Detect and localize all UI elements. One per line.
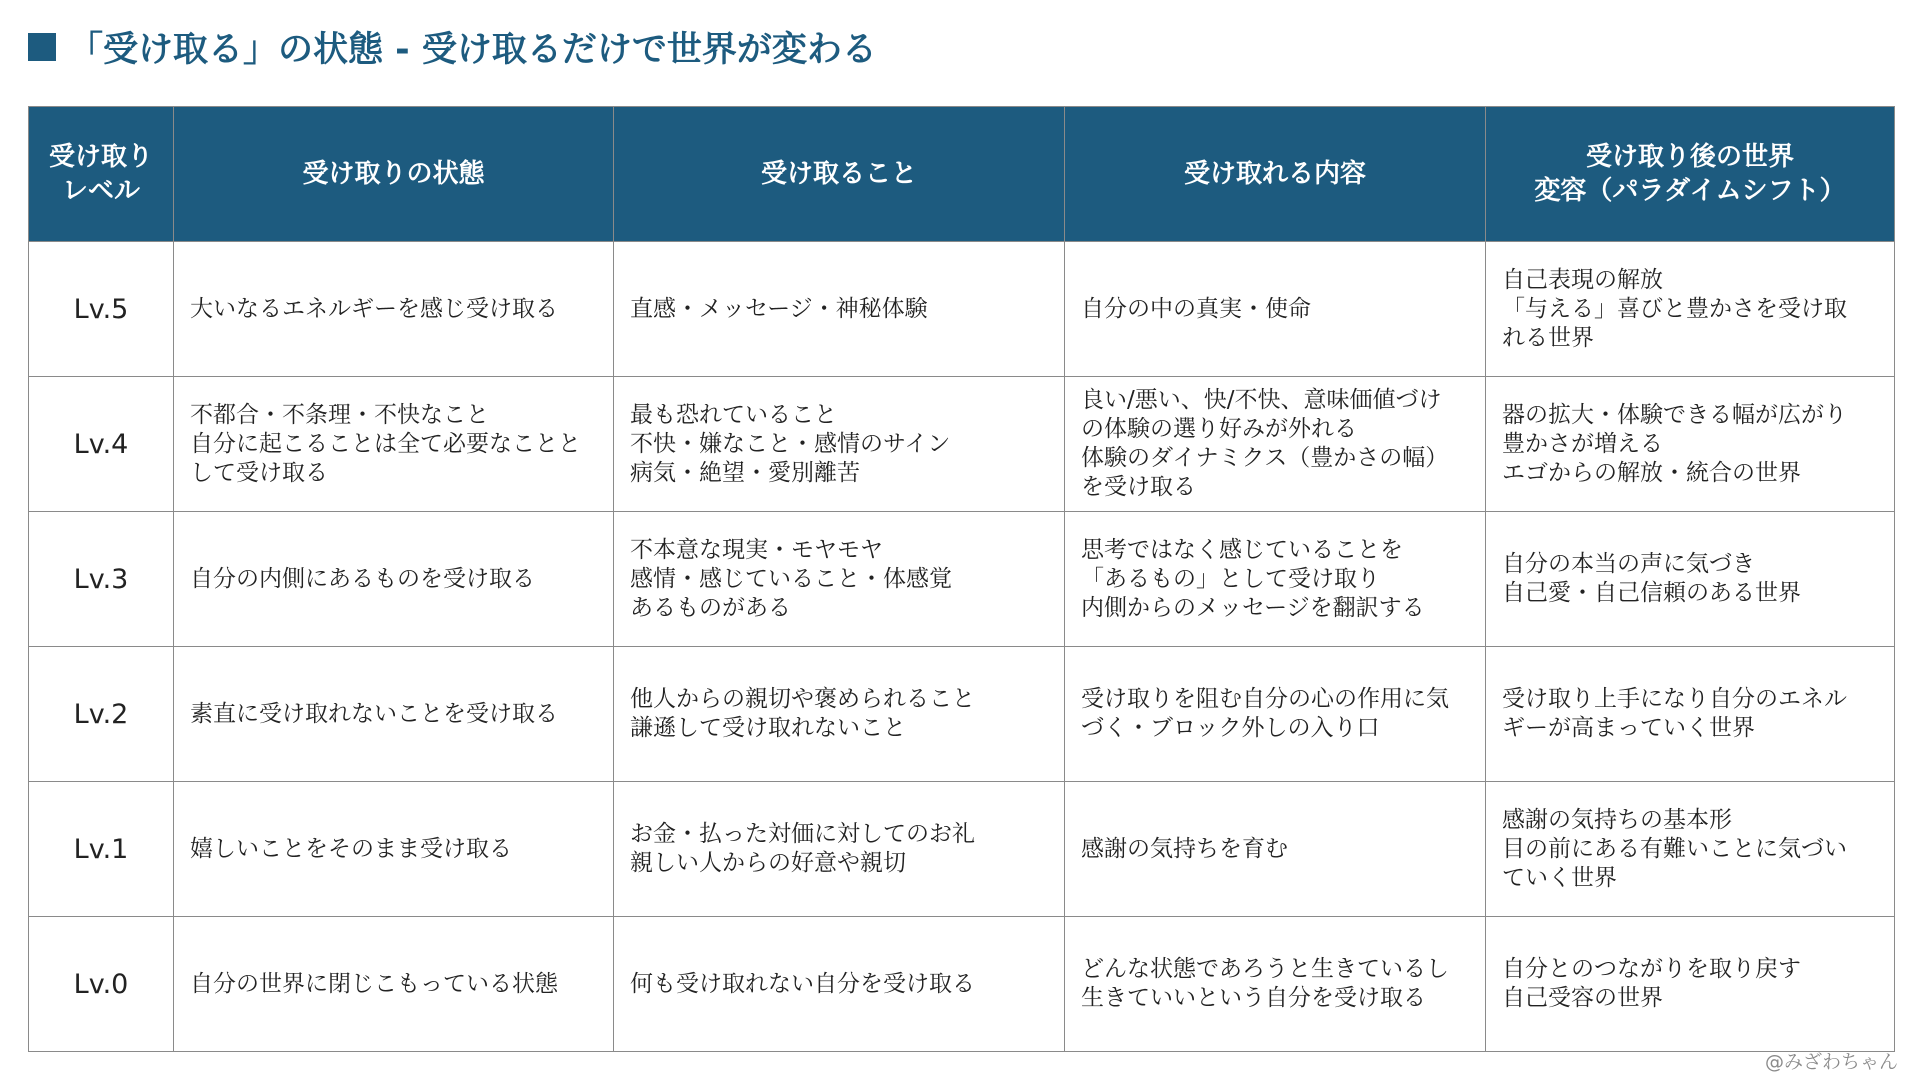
content-cell: 思考ではなく感じていることを 「あるもの」として受け取り 内側からのメッセージを翻訳する: [1065, 512, 1486, 647]
level-cell: Lv.0: [29, 917, 174, 1052]
receive-cell: 不本意な現実・モヤモヤ 感情・感じていること・体感覚 あるものがある: [614, 512, 1065, 647]
table-row: [29, 782, 1895, 917]
content-cell: どんな状態であろうと生きているし 生きていいという自分を受け取る: [1065, 917, 1486, 1052]
level-cell: Lv.1: [29, 782, 174, 917]
state-cell: 素直に受け取れないことを受け取る: [174, 647, 614, 782]
table-row: [29, 377, 1895, 512]
world-cell: 自己表現の解放 「与える」喜びと豊かさを受け取 れる世界: [1486, 242, 1895, 377]
page-title: [28, 22, 877, 72]
content-cell: 感謝の気持ちを育む: [1065, 782, 1486, 917]
world-cell: 自分の本当の声に気づき 自己愛・自己信頼のある世界: [1486, 512, 1895, 647]
level-cell: Lv.4: [29, 377, 174, 512]
level-cell: Lv.2: [29, 647, 174, 782]
header-world: 受け取り後の世界 変容（パラダイムシフト）: [1486, 107, 1895, 242]
world-cell: 受け取り上手になり自分のエネル ギーが高まっていく世界: [1486, 647, 1895, 782]
state-cell: 自分の世界に閉じこもっている状態: [174, 917, 614, 1052]
receive-cell: 直感・メッセージ・神秘体験: [614, 242, 1065, 377]
level-cell: Lv.3: [29, 512, 174, 647]
header-content: 受け取れる内容: [1065, 107, 1486, 242]
table-header-row: [29, 107, 1895, 242]
receive-cell: 他人からの親切や褒められること 謙遜して受け取れないこと: [614, 647, 1065, 782]
world-cell: 自分とのつながりを取り戻す 自己受容の世界: [1486, 917, 1895, 1052]
table-row: [29, 917, 1895, 1052]
receive-cell: お金・払った対価に対してのお礼 親しい人からの好意や親切: [614, 782, 1065, 917]
author-credit: @みざわちゃん: [1764, 1051, 1898, 1073]
header-state: 受け取りの状態: [174, 107, 614, 242]
state-cell: 自分の内側にあるものを受け取る: [174, 512, 614, 647]
level-cell: Lv.5: [29, 242, 174, 377]
world-cell: 器の拡大・体験できる幅が広がり 豊かさが増える エゴからの解放・統合の世界: [1486, 377, 1895, 512]
header-level: 受け取り レベル: [29, 107, 174, 242]
receive-cell: 何も受け取れない自分を受け取る: [614, 917, 1065, 1052]
title-square-icon: [28, 33, 56, 61]
content-cell: 自分の中の真実・使命: [1065, 242, 1486, 377]
content-cell: 良い/悪い、快/不快、意味価値づけ の体験の選り好みが外れる 体験のダイナミクス（豊かさの幅） を受け取る: [1065, 377, 1486, 512]
page-title-text: 「受け取る」の状態 - 受け取るだけで世界が変わる: [68, 30, 877, 70]
table-row: [29, 242, 1895, 377]
content-cell: 受け取りを阻む自分の心の作用に気 づく・ブロック外しの入り口: [1065, 647, 1486, 782]
state-cell: 嬉しいことをそのまま受け取る: [174, 782, 614, 917]
table-row: [29, 647, 1895, 782]
state-cell: 大いなるエネルギーを感じ受け取る: [174, 242, 614, 377]
world-cell: 感謝の気持ちの基本形 目の前にある有難いことに気づい ていく世界: [1486, 782, 1895, 917]
table-row: [29, 512, 1895, 647]
header-receive: 受け取ること: [614, 107, 1065, 242]
state-cell: 不都合・不条理・不快なこと 自分に起こることは全て必要なことと して受け取る: [174, 377, 614, 512]
receiving-levels-table: [28, 106, 1895, 1052]
receive-cell: 最も恐れていること 不快・嫌なこと・感情のサイン 病気・絶望・愛別離苦: [614, 377, 1065, 512]
